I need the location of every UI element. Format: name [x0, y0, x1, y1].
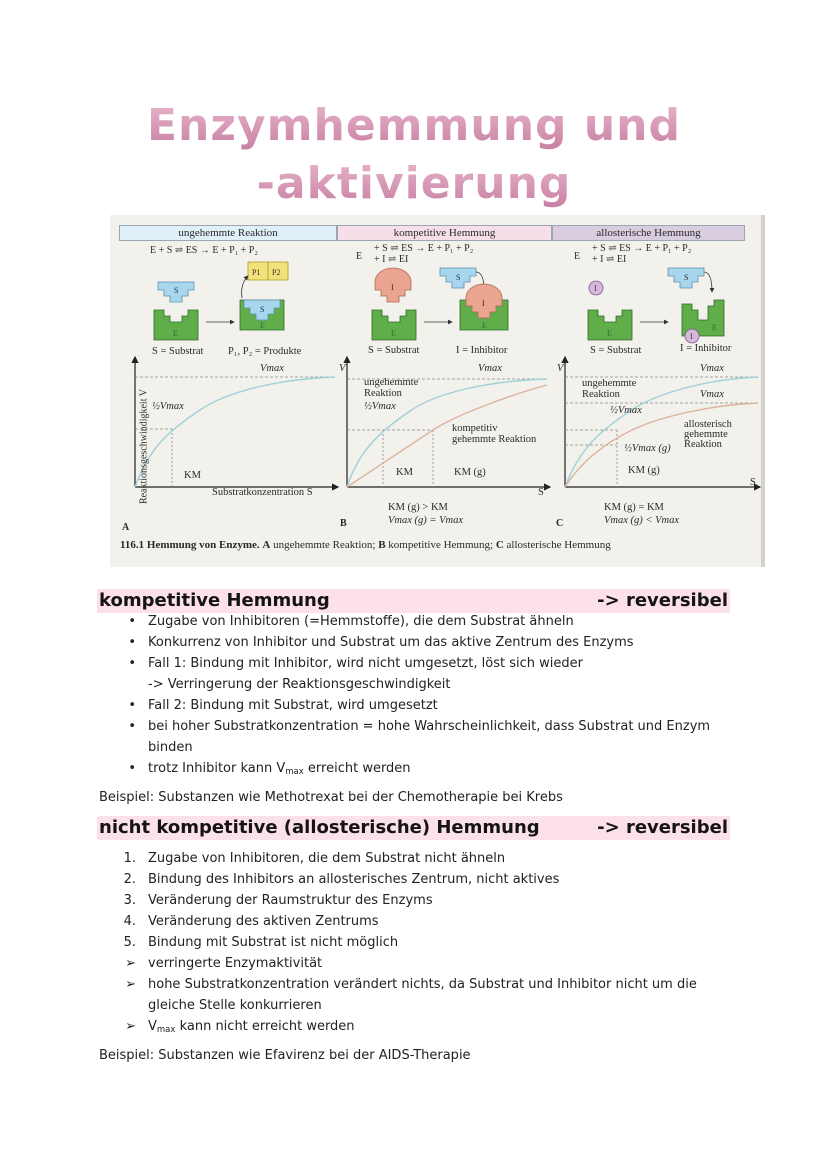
section-competitive-title: kompetitive Hemmung: [99, 590, 330, 611]
enzyme-substrate-complex-icon: [240, 300, 284, 330]
caption-key-b: B: [378, 539, 386, 551]
enzyme-substrate-icon: [154, 282, 198, 340]
bullet-marker: •: [128, 614, 136, 629]
number-marker: 4.: [123, 914, 136, 929]
panel-b-equation-line1: + S ⇌ ES → E + P₁ + P₂: [374, 243, 474, 254]
graph-c-y-axis-label: V: [557, 363, 564, 374]
panel-c-equation-lead: E: [574, 251, 581, 262]
panel-b-equation-line2: + I ⇌ EI: [374, 254, 409, 265]
panel-a-legend-substrate: S = Substrat: [152, 346, 204, 357]
section-allosteric-header: [97, 816, 730, 840]
svg-text:E: E: [712, 323, 717, 332]
svg-text:E: E: [391, 329, 396, 338]
number-marker: 5.: [123, 935, 136, 950]
bullet-marker: •: [128, 635, 136, 650]
caption-text-b: kompetitive Hemmung;: [388, 539, 494, 551]
substrate-icon: [668, 268, 704, 288]
svg-text:S: S: [456, 273, 461, 282]
panel-c-equation-line1: + S ⇌ ES → E + P₁ + P₂: [592, 243, 692, 254]
panel-b-letter: B: [340, 518, 347, 529]
graph-c-uninhibited-label-1: ungehemmte: [582, 378, 637, 389]
caption-title: Hemmung von Enzyme.: [146, 539, 260, 551]
panel-b-legend-substrate: S = Substrat: [368, 345, 420, 356]
svg-text:P2: P2: [272, 268, 281, 277]
graph-c-relation-1: KM (g) = KM: [604, 502, 664, 513]
graph-a-km-label: KM: [184, 470, 201, 481]
graph-a-x-axis-label: Substratkonzentration S: [212, 487, 313, 498]
section-allosteric-tag: -> reversibel: [597, 817, 728, 838]
bullet-marker: •: [128, 698, 136, 713]
svg-text:E: E: [260, 321, 265, 330]
graph-b-km-g-label: KM (g): [454, 467, 486, 478]
graph-b-y-axis-label: V: [339, 363, 346, 374]
graph-c-uninhibited-label-2: Reaktion: [582, 389, 620, 400]
panel-a-letter: A: [122, 522, 130, 533]
svg-text:I: I: [482, 299, 485, 308]
graph-c-half-vmax-g-label: ½Vmax (g): [624, 443, 671, 454]
graph-b-relation-2: Vmax (g) = Vmax: [388, 515, 464, 526]
svg-text:I: I: [594, 284, 597, 293]
figure-caption: [120, 539, 611, 551]
graph-b-inhibited-label-2: gehemmte Reaktion: [452, 434, 537, 445]
bullet-marker: •: [128, 656, 136, 671]
svg-text:P1: P1: [252, 268, 261, 277]
graph-c-inhibited-label-2: gehemmte: [684, 429, 728, 440]
enzyme-inhibitor-complex-icon: [460, 284, 508, 330]
caption-text-a: ungehemmte Reaktion;: [273, 539, 376, 551]
graph-c-x-axis-label: S: [750, 477, 756, 488]
panel-c-legend-inhibitor: I = Inhibitor: [680, 343, 732, 354]
section-competitive-header: [97, 589, 730, 613]
products-icon: [248, 262, 288, 280]
svg-text:E: E: [607, 329, 612, 338]
arrow-bullet-icon: ➢: [125, 1019, 136, 1034]
allosteric-inhibitor-icon: [589, 281, 603, 295]
graph-b-uninhibited-label-1: ungehemmte: [364, 377, 419, 388]
arrow-bullet-icon: ➢: [125, 956, 136, 971]
graph-b-uninhibited-label-2: Reaktion: [364, 388, 402, 399]
panel-a-equation: E + S ⇌ ES → E + P₁ + P₂: [150, 245, 258, 256]
graph-c-relation-2: Vmax (g) < Vmax: [604, 515, 680, 526]
svg-text:E: E: [173, 329, 178, 338]
arrow-bullet-icon: ➢: [125, 977, 136, 992]
number-marker: 2.: [123, 872, 136, 887]
panel-c-equation-line2: + I ⇌ EI: [592, 254, 627, 265]
panel-a-legend-products: P₁, P₂ = Produkte: [228, 346, 302, 357]
svg-text:I: I: [391, 283, 394, 292]
blocked-substrate-icon: [440, 268, 476, 288]
section-allosteric-title: nicht kompetitive (allosterische) Hemmung: [99, 817, 540, 838]
panel-c-legend-substrate: S = Substrat: [590, 345, 642, 356]
graph-a-y-axis-label: Reaktionsgeschwindigkeit V: [138, 388, 150, 505]
graph-c-km-g-label: KM (g): [628, 465, 660, 476]
number-marker: 3.: [123, 893, 136, 908]
page-title-line-2: -aktivierung: [0, 158, 828, 209]
graph-b-x-axis-label: S: [538, 487, 544, 498]
svg-text:E: E: [482, 321, 487, 330]
panel-a-header: ungehemmte Reaktion: [119, 225, 337, 241]
panel-b-equation-lead: E: [356, 251, 363, 262]
graph-a-vmax-label: Vmax: [260, 363, 284, 374]
graph-b-relation-1: KM (g) > KM: [388, 502, 448, 513]
graph-b-half-vmax-label: ½Vmax: [364, 401, 396, 412]
graph-c-inhibited-label-3: Reaktion: [684, 439, 722, 450]
bullet-marker: •: [128, 719, 136, 734]
graph-b-vmax-label: Vmax: [478, 363, 502, 374]
svg-text:S: S: [260, 305, 265, 314]
panel-b-legend-inhibitor: I = Inhibitor: [456, 345, 508, 356]
section-competitive-example: Beispiel: Substanzen wie Methotrexat bei der Chemotherapie bei Krebs: [99, 790, 563, 805]
graph-c-vmax-g-label: Vmax: [700, 389, 724, 400]
caption-text-c: allosterische Hemmung: [506, 539, 611, 551]
deformed-enzyme-icon: [682, 300, 724, 343]
section-competitive-tag: -> reversibel: [597, 590, 728, 611]
graph-a-half-vmax-label: ½Vmax: [152, 401, 184, 412]
section-allosteric-example: Beispiel: Substanzen wie Efavirenz bei der AIDS-Therapie: [99, 1048, 471, 1063]
graph-a: [135, 357, 338, 487]
panel-c-letter: C: [556, 518, 564, 529]
svg-text:S: S: [174, 286, 179, 295]
enzyme-inhibition-figure: [110, 215, 765, 567]
number-marker: 1.: [123, 851, 136, 866]
page-title-line-1: Enzymhemmung und: [0, 100, 828, 151]
graph-c-inhibited-label-1: allosterisch: [684, 419, 732, 430]
graph-c-half-vmax-label: ½Vmax: [610, 405, 642, 416]
panel-c-header: allosterische Hemmung: [552, 225, 745, 241]
michaelis-menten-graphs: [110, 355, 765, 505]
panel-b-header: kompetitive Hemmung: [337, 225, 552, 241]
caption-number: 116.1: [120, 539, 145, 551]
competitive-inhibitor-icon: [372, 268, 416, 340]
graph-b-km-label: KM: [396, 467, 413, 478]
svg-text:S: S: [684, 273, 689, 282]
graph-c-vmax-label: Vmax: [700, 363, 724, 374]
svg-text:I: I: [690, 332, 693, 341]
graph-b-inhibited-label-1: kompetitiv: [452, 423, 498, 434]
enzyme-illustrations: [110, 260, 765, 348]
bullet-marker: •: [128, 761, 136, 776]
caption-key-a: A: [262, 539, 271, 551]
caption-key-c: C: [495, 539, 504, 551]
